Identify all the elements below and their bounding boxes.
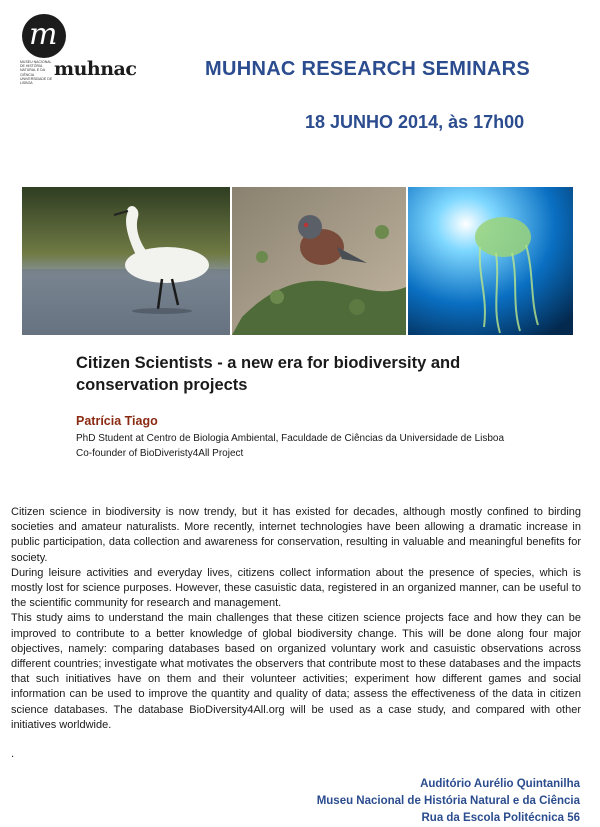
affiliation-line: PhD Student at Centro de Biologia Ambiental, Faculdade de Ciências da Universidade de Lisboa xyxy=(76,433,505,444)
abstract-paragraph: This study aims to understand the main challenges that these citizen science projects face and how they can be improved to contribute to a better knowledge of global biodiversity change. This will be done along four major objectives, namely: comparing databases based on organized voluntary work and casuistic observations across different countries; investigate what motivates the observers that contribute most to these databases and the impacts that such initiatives have on them and their volunteer activities; experiment how different games and social information can be used to improve the quantity and quality of data; assess the effectiveness of the data in citizen science databases. The database BioDiversity4All.org will be used as a case study, and compared with other initiatives worldwide. xyxy=(11,612,581,731)
trailing-mark: . xyxy=(11,748,15,760)
seminar-date: 18 JUNHO 2014, às 17h00 xyxy=(305,112,525,132)
talk-title: Citizen Scientists - a new era for biodiversity and conservation projects xyxy=(76,354,461,394)
bird-on-branch-photo xyxy=(232,187,406,335)
affiliation-line: Co-founder of BioDiveristy4All Project xyxy=(76,447,244,459)
egret-photo xyxy=(22,187,230,335)
logo-mark xyxy=(22,14,66,58)
abstract xyxy=(11,505,581,733)
logo-wordmark: muhnac xyxy=(54,58,137,80)
logo-institution-text: MUSEU NACIONAL DE HISTÓRIA NATURAL E DA CIÊNCIA UNIVERSIDADE DE LISBOA xyxy=(20,60,53,86)
venue-address: Rua da Escola Politécnica 56 xyxy=(421,812,580,824)
speaker-affiliation xyxy=(76,432,526,461)
seminar-series-title: MUHNAC RESEARCH SEMINARS xyxy=(205,58,530,80)
venue xyxy=(317,776,580,827)
speaker-name: Patrícia Tiago xyxy=(76,414,158,428)
jellyfish-photo xyxy=(408,187,573,335)
photo-strip xyxy=(22,187,573,335)
logo-mark-letter: m xyxy=(29,17,58,52)
abstract-paragraph: During leisure activities and everyday lives, citizens collect information about the presence of species, which is mostly lost for science purposes. However, these casuistic data, registered in an organized manner, can be useful to the scientific community for research and management. xyxy=(11,566,581,610)
venue-museum: Museu Nacional de História Natural e da Ciência xyxy=(316,795,580,807)
venue-auditorium: Auditório Aurélio Quintanilha xyxy=(420,778,580,790)
muhnac-logo xyxy=(18,14,137,86)
abstract-paragraph: Citizen science in biodiversity is now trendy, but it has existed for decades, although mostly confined to birding societies and amateur naturalists. More recently, internet technologies have been allowing a dramatic increase in public participation, data collection and awareness for conservation, resulting in valuable and meaningful benefits for society. xyxy=(11,506,581,564)
